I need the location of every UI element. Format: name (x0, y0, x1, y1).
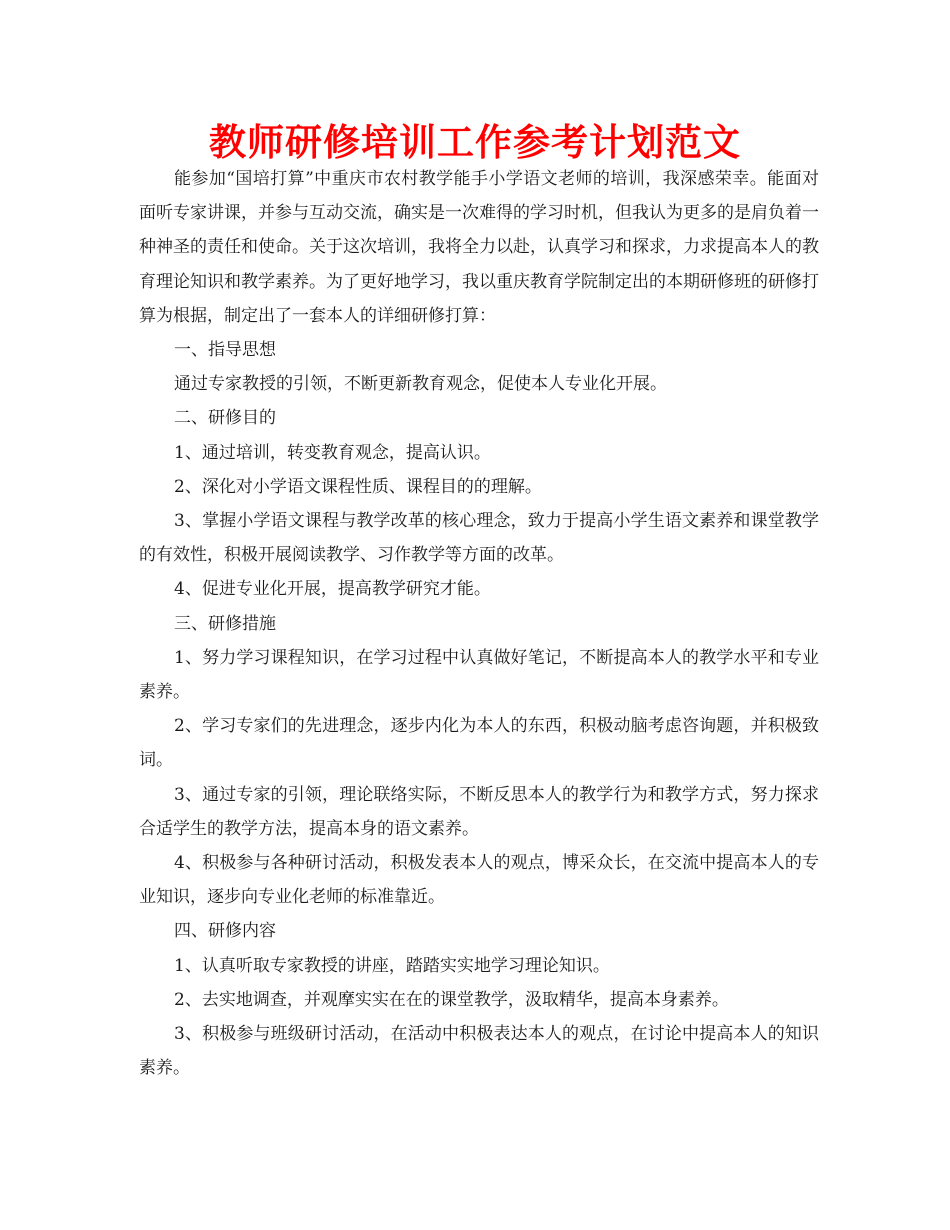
section-heading: 二、研修目的 (174, 408, 276, 429)
list-item: 3、通过专家的引领，理论联络实际，不断反思本人的教学行为和教学方式，努力探求合适学生的教学方法，提高本身的语文素养。 (139, 784, 819, 839)
list-item: 4、积极参与各种研讨活动，积极发表本人的观点，博采众长，在交流中提高本人的专业知识，逐步向专业化老师的标准靠近。 (139, 853, 819, 908)
list-item: 2、去实地调查，并观摩实实在在的课堂教学，汲取精华，提高本身素养。 (174, 989, 729, 1010)
list-item: 3、掌握小学语文课程与教学改革的核心理念，致力于提高小学生语文素养和课堂教学的有效性，积极开展阅读教学、习作教学等方面的改革。 (139, 511, 819, 566)
paragraph: 通过专家教授的引领，不断更新教育观念，促使本人专业化开展。 (174, 374, 667, 395)
list-item: 4、促进专业化开展，提高教学研究才能。 (174, 579, 491, 600)
list-item: 1、认真听取专家教授的讲座，踏踏实实地学习理论知识。 (174, 955, 610, 976)
section-heading: 一、指导思想 (174, 340, 276, 361)
list-item: 2、学习专家们的先进理念，逐步内化为本人的东西，积极动脑考虑咨询题，并积极致词。 (139, 716, 819, 771)
document-body (139, 162, 819, 1085)
section-heading: 三、研修措施 (174, 613, 276, 634)
list-item: 1、通过培训，转变教育观念，提高认识。 (174, 442, 491, 463)
list-item: 3、积极参与班级研讨活动，在活动中积极表达本人的观点，在讨论中提高本人的知识素养。 (139, 1024, 819, 1079)
list-item: 1、努力学习课程知识，在学习过程中认真做好笔记，不断提高本人的教学水平和专业素养。 (139, 647, 819, 703)
paragraph: 能参加“国培打算”中重庆市农村教学能手小学语文老师的培训，我深感荣幸。能面对面听专家讲课，并参与互动交流，确实是一次难得的学习时机，但我认为更多的是肩负着一种神圣的责任和使命。关于这次培训，我将全力以赴，认真学习和探求，力求提高本人的教育理论知识和教学素养。为了更好地学习，我以重庆教育学院制定出的本期研修班的研修打算为根据，制定出了一套本人的详细研修打算： (139, 169, 819, 326)
document-title: 教师研修培训工作参考计划范文 (209, 121, 741, 164)
section-heading: 四、研修内容 (174, 921, 276, 942)
list-item: 2、深化对小学语文课程性质、课程目的的理解。 (174, 476, 542, 497)
